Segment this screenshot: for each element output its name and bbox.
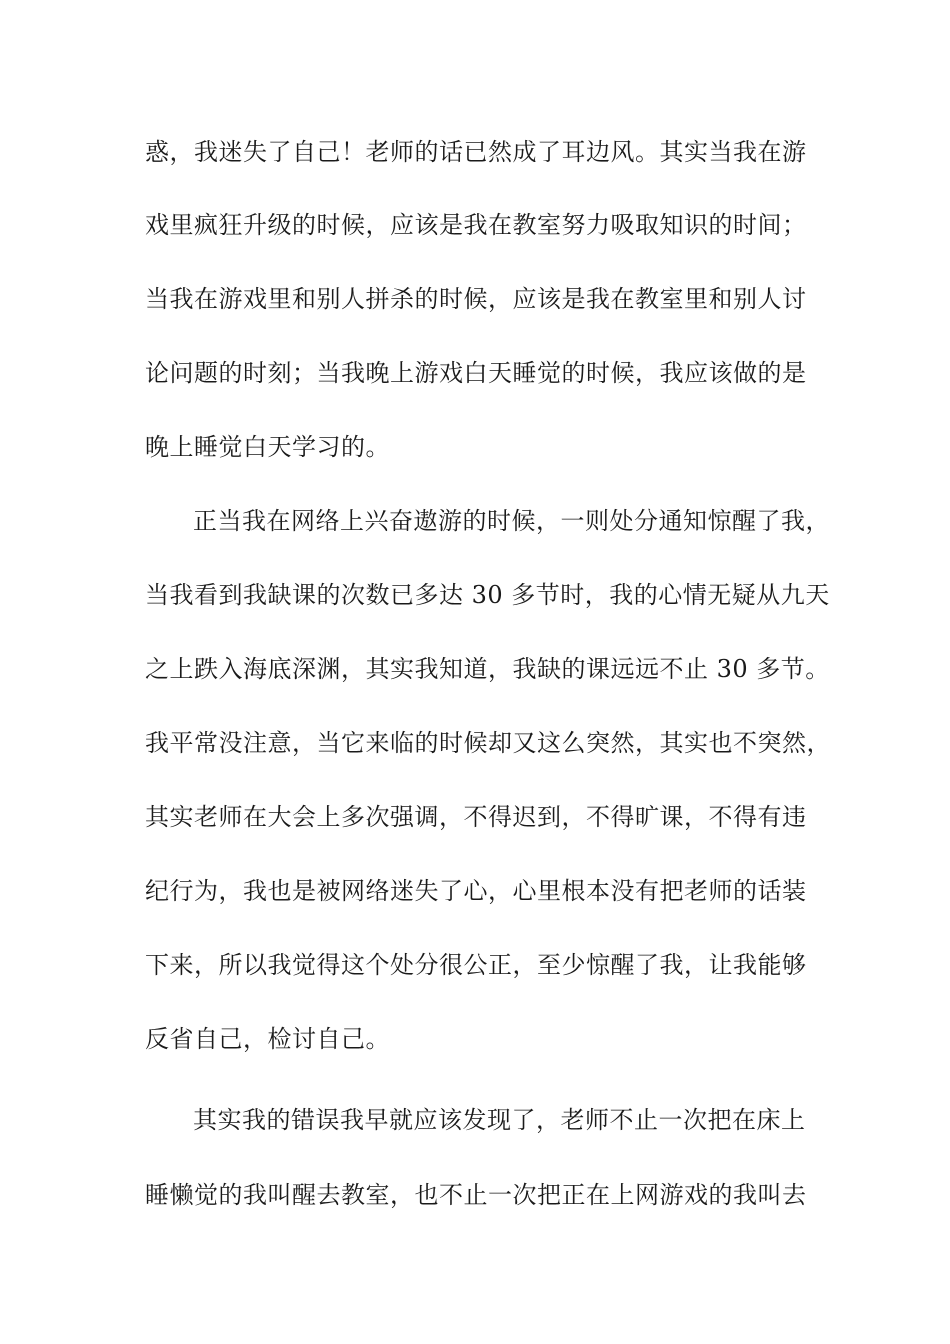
text-line: 睡懒觉的我叫醒去教室，也不止一次把正在上网游戏的我叫去: [145, 1181, 807, 1209]
text-line: 惑，我迷失了自己！老师的话已然成了耳边风。其实当我在游: [145, 138, 807, 166]
paragraph-first-line: 其实我的错误我早就应该发现了，老师不止一次把在床上: [193, 1106, 806, 1134]
text-line: 戏里疯狂升级的时候，应该是我在教室努力吸取知识的时间；: [145, 211, 807, 239]
text-line: 其实老师在大会上多次强调，不得迟到，不得旷课，不得有违: [145, 803, 807, 831]
text-line: 反省自己，检讨自己。: [145, 1025, 390, 1053]
text-line: 纪行为，我也是被网络迷失了心，心里根本没有把老师的话装: [145, 877, 807, 905]
text-line: 当我看到我缺课的次数已多达 30 多节时，我的心情无疑从九天: [145, 581, 830, 609]
paragraph-first-line: 正当我在网络上兴奋遨游的时候，一则处分通知惊醒了我，: [193, 507, 830, 535]
text-line: 论问题的时刻；当我晚上游戏白天睡觉的时候，我应该做的是: [145, 359, 807, 387]
text-line: 当我在游戏里和别人拼杀的时候，应该是我在教室里和别人讨: [145, 285, 807, 313]
text-line: 下来，所以我觉得这个处分很公正，至少惊醒了我，让我能够: [145, 951, 807, 979]
text-line: 晚上睡觉白天学习的。: [145, 433, 390, 461]
text-line: 之上跌入海底深渊，其实我知道，我缺的课远远不止 30 多节。: [145, 655, 830, 683]
text-line: 我平常没注意，当它来临的时候却又这么突然，其实也不突然，: [145, 729, 831, 757]
